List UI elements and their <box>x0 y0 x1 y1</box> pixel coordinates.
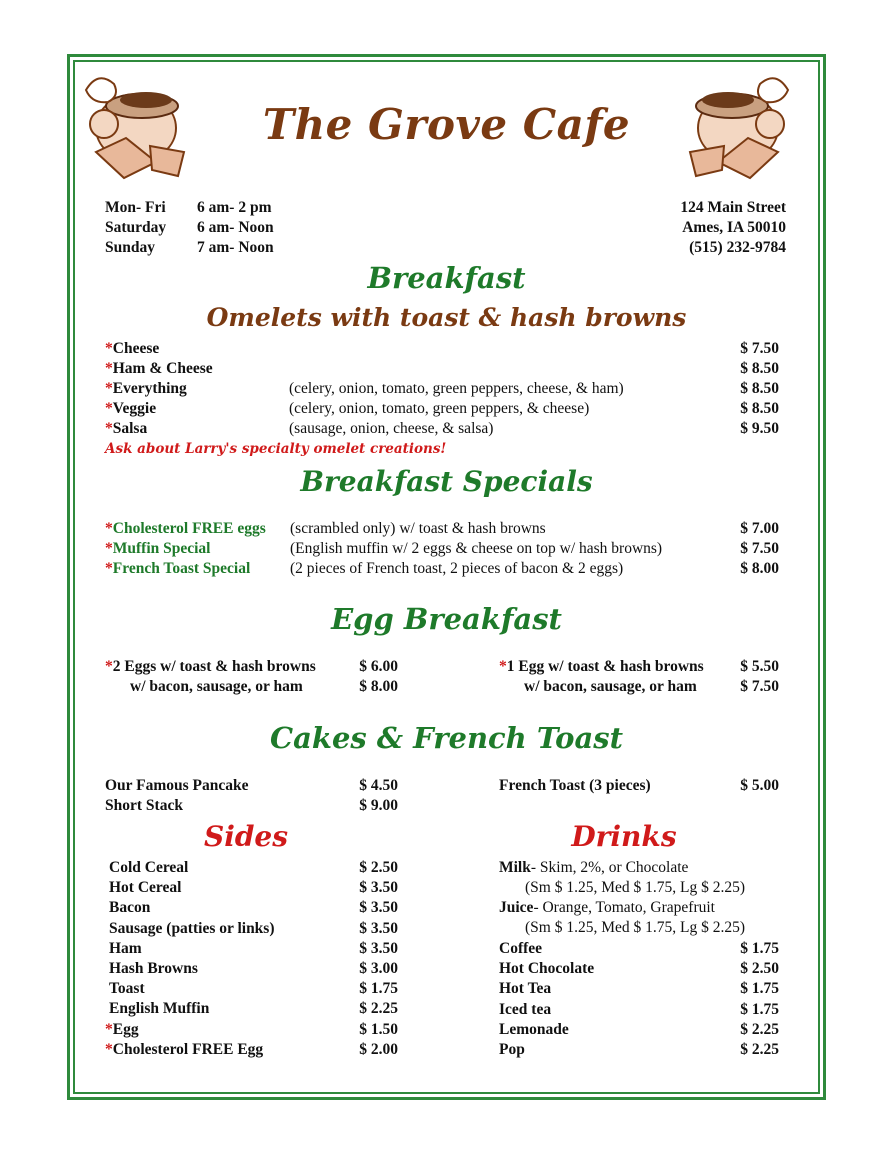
omelet-price: $ 8.50 <box>740 380 779 397</box>
cake-item-name: Short Stack <box>105 797 183 814</box>
asterisk-mark: * <box>499 658 507 675</box>
egg-item-text: 2 Eggs w/ toast & hash browns <box>112 658 316 675</box>
hours-time: 6 am- 2 pm <box>197 199 272 216</box>
side-item-name <box>109 859 188 877</box>
side-item-text: Cold Cereal <box>109 859 189 876</box>
drink-milk <box>499 859 688 877</box>
egg-item-price: $ 6.00 <box>359 658 398 675</box>
omelet-price: $ 8.50 <box>740 400 779 417</box>
cake-item-name: Our Famous Pancake <box>105 777 249 794</box>
sides-heading: Sides <box>203 820 288 853</box>
drink-item-price: $ 1.75 <box>740 940 779 957</box>
omelet-description: (celery, onion, tomato, green peppers, & cheese) <box>289 400 590 417</box>
side-item-price: $ 3.00 <box>359 960 398 977</box>
special-price: $ 7.00 <box>740 520 779 537</box>
drink-juice <box>499 899 715 917</box>
hours-time: 6 am- Noon <box>197 219 274 236</box>
special-name-text: French Toast Special <box>112 560 251 577</box>
side-item-name <box>105 1021 139 1039</box>
side-item-text: Sausage (patties or links) <box>109 919 275 937</box>
omelet-description: (celery, onion, tomato, green peppers, cheese, & ham) <box>289 380 624 397</box>
omelet-name-text: Cheese <box>112 340 160 357</box>
asterisk-mark: * <box>105 560 113 577</box>
side-item-name <box>109 940 142 958</box>
cakes-heading: Cakes & French Toast <box>270 721 623 755</box>
drinks-heading: Drinks <box>571 820 677 853</box>
drink-item-price: $ 2.25 <box>740 1020 779 1038</box>
drink-item-name: Hot Tea <box>499 980 552 998</box>
omelet-name <box>105 380 187 398</box>
egg-item-name <box>130 678 303 696</box>
address-street: 124 Main Street <box>680 199 786 216</box>
special-description: (2 pieces of French toast, 2 pieces of bacon & 2 eggs) <box>290 560 624 577</box>
omelet-price: $ 8.50 <box>740 360 779 377</box>
side-item-name <box>105 1041 263 1059</box>
egg-item-text: w/ bacon, sausage, or ham <box>130 678 303 695</box>
specialty-note: Ask about Larry's specialty omelet creations! <box>105 441 447 457</box>
omelet-name <box>105 420 147 438</box>
drink-juice-name: Juice <box>499 899 534 916</box>
side-item-text: English Muffin <box>109 1000 210 1018</box>
side-item-name <box>109 879 181 897</box>
omelet-name-text: Ham & Cheese <box>112 360 213 377</box>
egg-item-price: $ 8.00 <box>359 678 398 695</box>
side-item-text: Hash Browns <box>109 960 198 977</box>
side-item-price: $ 1.75 <box>359 980 398 998</box>
asterisk-mark: * <box>105 520 113 537</box>
hours-time: 7 am- Noon <box>197 239 274 256</box>
omelet-name <box>105 400 156 418</box>
side-item-name <box>109 980 145 998</box>
side-item-text: Hot Cereal <box>109 879 182 897</box>
side-item-text: Ham <box>109 939 142 957</box>
drink-item-name: Hot Chocolate <box>499 960 595 978</box>
special-description: (scrambled only) w/ toast & hash browns <box>290 520 546 537</box>
omelet-name-text: Everything <box>112 380 187 397</box>
omelet-name <box>105 340 159 358</box>
hours-day: Sunday <box>105 239 155 256</box>
drink-juice-options: - Orange, Tomato, Grapefruit <box>533 899 715 916</box>
drink-item-price: $ 2.25 <box>740 1041 779 1058</box>
egg-item-text: w/ bacon, sausage, or ham <box>524 678 697 695</box>
cake-item-price: $ 4.50 <box>359 777 398 794</box>
special-price: $ 7.50 <box>740 540 779 557</box>
drink-milk-name: Milk <box>499 859 531 876</box>
asterisk-mark: * <box>105 380 113 397</box>
asterisk-mark: * <box>105 1020 113 1038</box>
asterisk-mark: * <box>105 420 113 437</box>
specials-heading: Breakfast Specials <box>300 465 593 498</box>
drink-milk-options: - Skim, 2%, or Chocolate <box>530 859 689 876</box>
special-price: $ 8.00 <box>740 560 779 577</box>
special-name <box>105 540 211 558</box>
special-description: (English muffin w/ 2 eggs & cheese on top w/ hash browns) <box>290 540 663 557</box>
drink-item-name: Coffee <box>499 940 543 957</box>
address-city: Ames, IA 50010 <box>682 219 786 236</box>
address-phone: (515) 232-9784 <box>689 239 786 256</box>
side-item-text: Bacon <box>109 899 151 917</box>
breakfast-heading: Breakfast <box>367 261 526 295</box>
egg-breakfast-heading: Egg Breakfast <box>331 602 562 636</box>
special-name <box>105 560 250 578</box>
omelet-description: (sausage, onion, cheese, & salsa) <box>289 420 494 437</box>
egg-item-text: 1 Egg w/ toast & hash browns <box>506 658 704 675</box>
asterisk-mark: * <box>105 400 113 417</box>
egg-item-price: $ 7.50 <box>740 678 779 695</box>
side-item-price: $ 1.50 <box>359 1020 398 1038</box>
egg-item-price: $ 5.50 <box>740 658 779 675</box>
hours-day: Saturday <box>105 219 167 236</box>
drink-milk-sizes: (Sm $ 1.25, Med $ 1.75, Lg $ 2.25) <box>525 879 746 896</box>
drink-item-price: $ 2.50 <box>740 960 779 978</box>
asterisk-mark: * <box>105 1040 113 1058</box>
asterisk-mark: * <box>105 360 113 377</box>
asterisk-mark: * <box>105 658 113 675</box>
cake-item-price: $ 5.00 <box>740 777 779 794</box>
egg-item-name <box>524 678 697 696</box>
side-item-name <box>109 1000 209 1018</box>
side-item-text: Egg <box>112 1020 139 1038</box>
omelet-name-text: Salsa <box>112 420 148 437</box>
asterisk-mark: * <box>105 340 113 357</box>
side-item-text: Toast <box>109 980 145 998</box>
drink-juice-sizes: (Sm $ 1.25, Med $ 1.75, Lg $ 2.25) <box>525 919 746 936</box>
omelets-heading: Omelets with toast & hash browns <box>206 303 687 332</box>
omelet-price: $ 9.50 <box>740 420 779 437</box>
drink-item-price: $ 1.75 <box>740 980 779 998</box>
side-item-text: Cholesterol FREE Egg <box>112 1040 264 1058</box>
drink-item-name: Pop <box>499 1041 525 1058</box>
omelet-name <box>105 360 213 378</box>
hours-day: Mon- Fri <box>105 199 166 216</box>
side-item-price: $ 2.00 <box>359 1040 398 1058</box>
special-name-text: Cholesterol FREE eggs <box>112 520 266 537</box>
asterisk-mark: * <box>105 540 113 557</box>
special-name <box>105 520 266 538</box>
drink-item-name: Lemonade <box>499 1020 569 1038</box>
side-item-price: $ 3.50 <box>359 919 398 937</box>
special-name-text: Muffin Special <box>112 540 211 557</box>
omelet-price: $ 7.50 <box>740 340 779 357</box>
side-item-name <box>109 920 275 938</box>
cake-item-price: $ 9.00 <box>359 797 398 814</box>
side-item-price: $ 3.50 <box>359 939 398 957</box>
omelet-name-text: Veggie <box>112 400 157 417</box>
side-item-price: $ 2.50 <box>359 859 398 876</box>
egg-item-name <box>105 658 316 676</box>
cake-item-name: French Toast (3 pieces) <box>499 777 651 794</box>
side-item-price: $ 3.50 <box>359 879 398 897</box>
egg-item-name <box>499 658 704 676</box>
side-item-name <box>109 899 150 917</box>
drink-item-name: Iced tea <box>499 1000 552 1018</box>
side-item-name <box>109 960 198 978</box>
drink-item-price: $ 1.75 <box>740 1000 779 1018</box>
page-title: The Grove Cafe <box>262 100 631 149</box>
side-item-price: $ 2.25 <box>359 1000 398 1018</box>
side-item-price: $ 3.50 <box>359 899 398 917</box>
